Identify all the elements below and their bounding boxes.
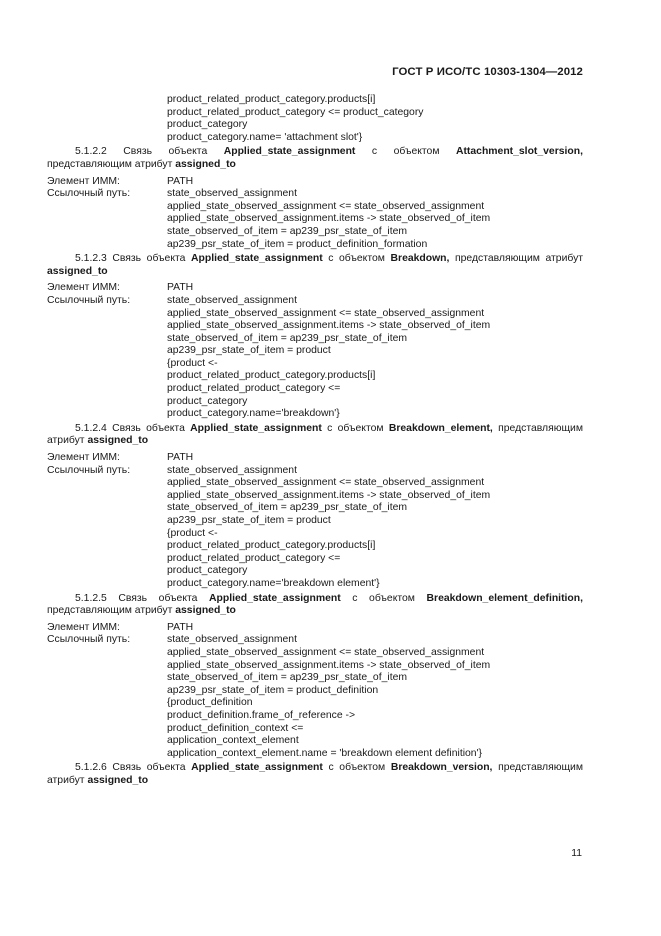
- section-heading: 5.1.2.6 Связь объекта Applied_state_assignment с объектом Breakdown_version, представляющим атрибут assigned_to: [47, 762, 583, 786]
- mapping-element-row: Элемент ИММ: PATH: [47, 621, 194, 633]
- section-heading: 5.1.2.4 Связь объекта Applied_state_assignment с объектом Breakdown_element, представляющим атрибут assigned_to: [47, 422, 584, 447]
- mapping-element-row: Элемент ИММ: PATH: [47, 452, 194, 464]
- path-line: product_category.name= 'attachment slot'}: [167, 131, 363, 143]
- reference-path-row: Ссылочный путь: state_observed_assignment applied_state_observed_assignment <= state_observed_assignment applied_state_observed_assignment.items -> state_observed_of_item state_observed_of_item = ap239_psr_state_of_item ap239_psr_state_of_item = product {product <- product_related_product_category.products[i] product_related_product_category <= product_category product_category.name='breakdown element'}: [47, 464, 491, 589]
- section-5-1-2-3: [47, 253, 583, 421]
- section-5-1-2-5: [47, 593, 583, 761]
- reference-path-row: Ссылочный путь: state_observed_assignment applied_state_observed_assignment <= state_observed_assignment applied_state_observed_assignment.items -> state_observed_of_item state_observed_of_item = ap239_psr_state_of_item ap239_psr_state_of_item = product_definition {product_definition product_definition.frame_of_reference -> product_definition_context <= application_context_element application_context_element.name = 'breakdown element definition'}: [47, 634, 491, 759]
- page-content: [47, 94, 583, 787]
- section-5-1-2-6: [47, 762, 583, 787]
- path-line: product_related_product_category.products[i]: [167, 94, 376, 105]
- section-heading: 5.1.2.2 Связь объекта Applied_state_assignment с объектом Attachment_slot_version, представляющим атрибут assigned_to: [47, 146, 584, 170]
- document-header: ГОСТ Р ИСО/ТС 10303-1304—2012: [392, 66, 583, 78]
- section-5-1-2-4: [47, 423, 583, 591]
- mapping-element-row: Элемент ИММ: PATH: [47, 175, 194, 187]
- mapping-element-row: Элемент ИММ: PATH: [47, 282, 194, 294]
- intro-path-block: [47, 94, 583, 144]
- reference-path-row: Ссылочный путь: state_observed_assignment applied_state_observed_assignment <= state_observed_assignment applied_state_observed_assignment.items -> state_observed_of_item state_observed_of_item = ap239_psr_state_of_item ap239_psr_state_of_item = product {product <- product_related_product_category.products[i] product_related_product_category <= product_category product_category.name='breakdown'}: [47, 294, 491, 420]
- page-number: 11: [571, 848, 582, 859]
- path-line: product_related_product_category <= product_category: [167, 106, 424, 118]
- section-heading: 5.1.2.3 Связь объекта Applied_state_assignment с объектом Breakdown, представляющим атрибут assigned_to: [47, 253, 584, 277]
- section-5-1-2-2: [47, 146, 583, 251]
- path-line: product_category: [167, 119, 248, 131]
- reference-path-row: Ссылочный путь: state_observed_assignment applied_state_observed_assignment <= state_observed_assignment applied_state_observed_assignment.items -> state_observed_of_item state_observed_of_item = ap239_psr_state_of_item ap239_psr_state_of_item = product_definition_formation: [47, 188, 491, 250]
- section-heading: 5.1.2.5 Связь объекта Applied_state_assignment с объектом Breakdown_element_definition, представляющим атрибут assigned_to: [47, 592, 583, 617]
